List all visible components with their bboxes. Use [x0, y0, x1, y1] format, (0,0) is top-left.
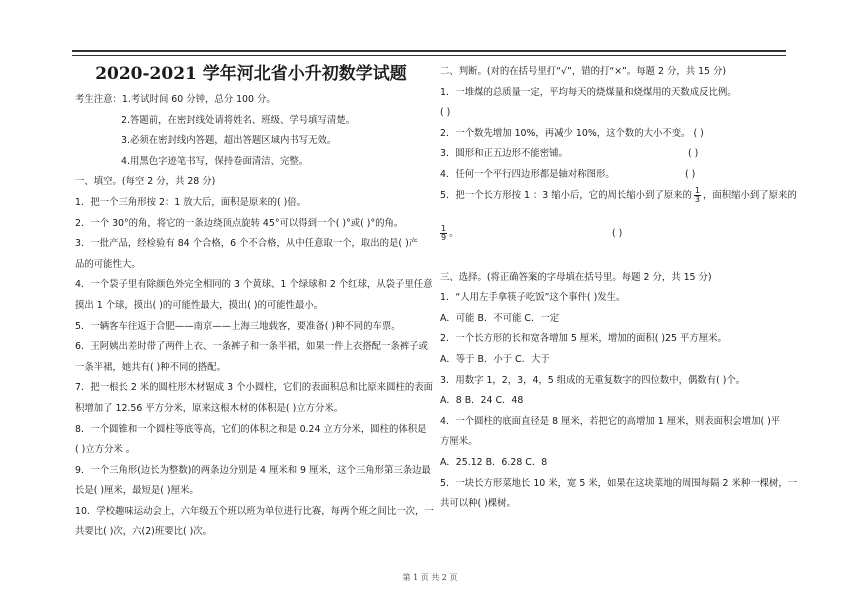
answer-paren: ( ) — [612, 227, 623, 239]
question-line: 共要比( )次，六(2)班要比( )次。 — [75, 526, 212, 538]
question-text: 4．任何一个平行四边形都是轴对称图形。 — [440, 168, 615, 180]
question-line: 2．一个数先增加 10%，再减少 10%，这个数的大小不变。 ( ) — [440, 127, 704, 139]
question-text: 。 — [449, 227, 459, 239]
question-line: 3．一批产品，经检验有 84 个合格，6 个不合格，从中任意取一个，取出的是( )产 — [75, 238, 419, 250]
question-line: 1．把一个三角形按 2：1 放大后，面积是原来的( )倍。 — [75, 196, 307, 208]
question-text: ，面积缩小到了原来的 — [702, 189, 797, 201]
question-line: 5．一辆客车往返于合肥——南京——上海三地载客，要准备( )种不同的车票。 — [75, 320, 401, 332]
question-line: 10．学校趣味运动会上，六年级五个班以班为单位进行比赛，每两个班之间比一次，一 — [75, 505, 434, 517]
answer-paren: ( ) — [688, 148, 699, 160]
exam-note-3: 3.必须在密封线内答题，超出答题区域内书写无效。 — [121, 135, 337, 147]
exam-note-4: 4.用黑色字迹笔书写，保持卷面清洁、完整。 — [121, 155, 309, 167]
header-rule-thin — [72, 55, 786, 56]
header-rule-thick — [72, 50, 786, 52]
right-column — [440, 62, 798, 515]
question-line: 方厘米。 — [440, 436, 478, 448]
section-heading-fill-blank: 一、填空。(每空 2 分，共 28 分) — [75, 176, 216, 188]
question-line: 3．用数字 1，2，3，4，5 组成的无重复数字的四位数中，偶数有( )个。 — [440, 374, 746, 386]
answer-paren: ( ) — [685, 168, 696, 180]
question-line: 1．一堆煤的总质量一定，平均每天的烧煤量和烧煤用的天数成反比例。 — [440, 86, 737, 98]
question-line: 一条半裙，她共有( )种不同的搭配。 — [75, 361, 226, 373]
section-heading-choice: 三、选择。(将正确答案的字母填在括号里。每题 2 分，共 15 分) — [440, 271, 712, 283]
question-line: 2．一个 30°的角，将它的一条边绕顶点旋转 45°可以得到一个( )°或( )°的角。 — [75, 217, 404, 229]
question-line: 9．一个三角形(边长为整数)的两条边分别是 4 厘米和 9 厘米，这个三角形第三条边最 — [75, 464, 431, 476]
option-line: A．8 B．24 C．48 — [440, 395, 524, 407]
question-line: 摸出 1 个球，摸出( )的可能性最大，摸出( )的可能性最小。 — [75, 299, 324, 311]
question-line: 共可以种( )棵树。 — [440, 498, 516, 510]
question-line — [440, 144, 790, 165]
left-column — [75, 62, 434, 543]
question-line: 长是( )厘米，最短是( )厘米。 — [75, 485, 199, 497]
question-line: 4．一个圆柱的底面直径是 8 厘米，若把它的高增加 1 厘米，则表面积会增加( )平 — [440, 415, 781, 427]
fraction-one-ninth: $\frac{1}{9}$ — [441, 223, 447, 242]
question-line: 2．一个长方形的长和宽各增加 5 厘米，增加的面积( )25 平方厘米。 — [440, 333, 727, 345]
question-text: 5．把一个长方形按 1 ：3 缩小后，它的周长缩小到了原来的 — [440, 189, 692, 201]
question-line: 4．一个袋子里有除颜色外完全相同的 3 个黄球、1 个绿球和 2 个红球，从袋子里任意 — [75, 279, 433, 291]
section-heading-true-false: 二、判断。(对的在括号里打“√”，错的打“×”。每题 2 分，共 15 分) — [440, 66, 727, 77]
fraction-one-third: $\frac{1}{3}$ — [694, 185, 700, 204]
option-line: A．25.12 B．6.28 C．8 — [440, 456, 548, 468]
question-line: 5．一块长方形菜地长 10 米，宽 5 米，如果在这块菜地的周围每隔 2 米种一棵树，一 — [440, 477, 798, 489]
question-text: 3．圆形和正五边形不能密铺。 — [440, 148, 568, 160]
question-line: 7．把一根长 2 米的圆柱形木材锯成 3 个小圆柱，它们的表面积总和比原来圆柱的表面 — [75, 382, 433, 394]
question-line: 6．王阿姨出差时带了两件上衣、一条裤子和一条半裙，如果一件上衣搭配一条裤子或 — [75, 341, 428, 353]
exam-note-2: 2.答题前，在密封线处请将姓名、班级、学号填写清楚。 — [121, 114, 355, 126]
question-line: 积增加了 12.56 平方分米，原来这根木材的体积是( )立方分米。 — [75, 402, 344, 414]
question-line — [440, 185, 797, 224]
option-line: A．等于 B．小于 C．大于 — [440, 353, 550, 365]
question-line: 品的可能性大。 — [75, 258, 141, 270]
question-line: ( )立方分米 。 — [75, 444, 136, 456]
question-line — [440, 224, 790, 268]
question-line — [440, 165, 790, 186]
page-footer: 第 1 页 共 2 页 — [402, 573, 458, 582]
answer-paren: ( ) — [440, 107, 451, 119]
page-title: 2020-2021 学年河北省小升初数学试题 — [95, 64, 407, 84]
exam-note-1: 考生注意：1.考试时间 60 分钟，总分 100 分。 — [75, 94, 276, 105]
question-line: 8．一个圆锥和一个圆柱等底等高，它们的体积之和是 0.24 立方分米，圆柱的体积是 — [75, 423, 427, 435]
question-line: 1．“人用左手拿筷子吃饭”这个事件( )发生。 — [440, 292, 626, 304]
option-line: A．可能 B．不可能 C．一定 — [440, 312, 560, 324]
